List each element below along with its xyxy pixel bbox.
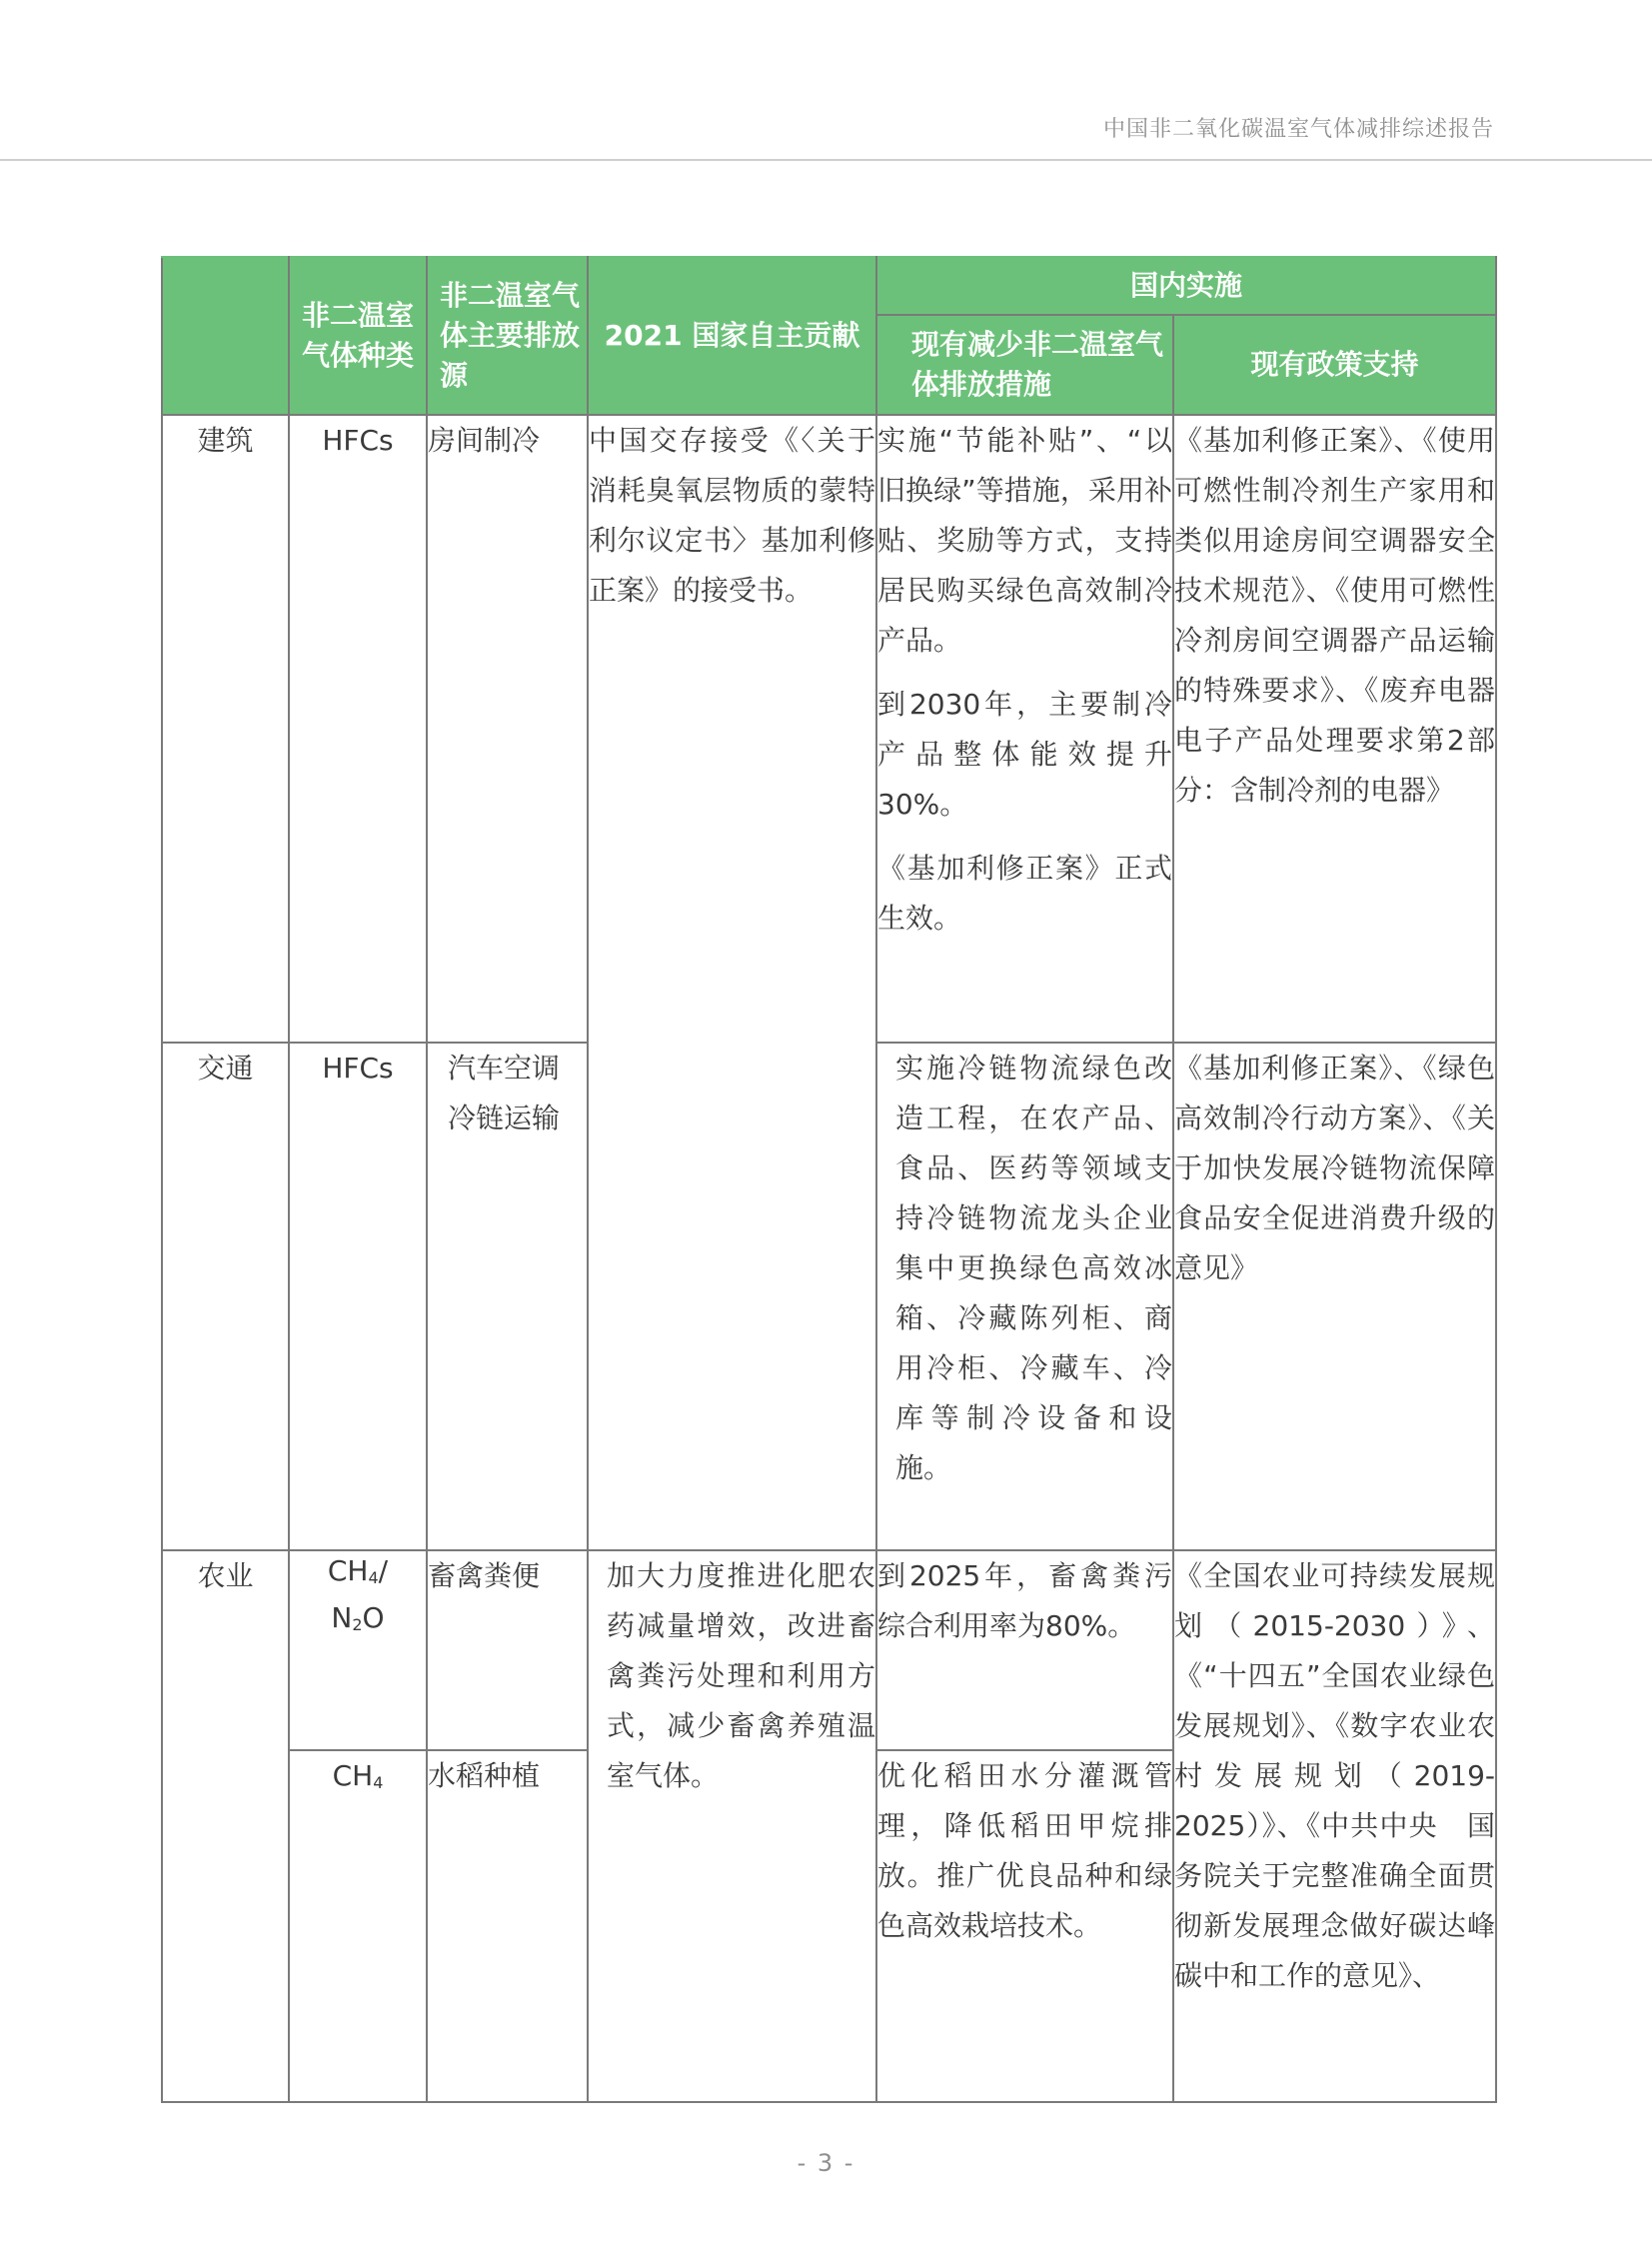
source-label: 汽车空调冷链运输 <box>448 1052 561 1134</box>
table-row-agri-manure <box>162 1550 1496 1750</box>
measure-text: 实施冷链物流绿色改造工程，在农产品、食品、医药等领域支持冷链物流龙头企业集中更换绿色高效冰箱、冷藏陈列柜、商用冷柜、冷藏车、冷库等制冷设备和设施。 <box>895 1052 1172 1484</box>
gas-label: HFCs <box>322 424 394 457</box>
source-transport <box>427 1043 588 1550</box>
sector-building <box>162 415 289 1043</box>
header-sector-blank <box>162 257 289 415</box>
header-measures: 现有减少非二温室气体排放措施 <box>876 315 1173 415</box>
sector-label: 农业 <box>197 1559 254 1592</box>
measure-item: 实施“节能补贴”、“以旧换绿”等措施，采用补贴、奖励等方式，支持居民购买绿色高效制冷产品。 <box>877 424 1172 657</box>
gas-n-label: N <box>331 1601 353 1634</box>
policy-text: 《全国农业可持续发展规划（2015-2030）》、《“十四五”全国农业绿色发展规划》、《数字农业农村发展规划（2019-2025）》、《中共中央 国务院关于完整准确全面贯彻新发展理念做好碳达峰碳中和工作的意见》、 <box>1174 1559 1496 1992</box>
measure-item: 《基加利修正案》正式生效。 <box>877 852 1172 935</box>
report-title: 中国非二氧化碳温室气体减排综述报告 <box>1102 117 1494 142</box>
policy-transport <box>1173 1043 1496 1550</box>
header-policy-support: 现有政策支持 <box>1173 315 1496 415</box>
gas-rice <box>289 1750 427 2102</box>
policy-text: 《基加利修正案》、《绿色高效制冷行动方案》、《关于加快发展冷链物流保障食品安全促进消费升级的意见》 <box>1174 1052 1496 1284</box>
sector-label: 交通 <box>197 1052 254 1085</box>
sector-transport <box>162 1043 289 1550</box>
ndc-text: 加大力度推进化肥农药减量增效，改进畜禽粪污处理和利用方式，减少畜禽养殖温室气体。 <box>607 1559 875 1792</box>
sector-label: 建筑 <box>197 424 254 457</box>
header-divider <box>0 159 1652 161</box>
gas-label: HFCs <box>322 1052 394 1085</box>
gas-separator: / <box>378 1554 389 1587</box>
policy-agriculture <box>1173 1550 1496 2102</box>
gas-subscript: 4 <box>373 1773 384 1792</box>
gas-subscript: 4 <box>368 1568 379 1587</box>
source-rice <box>427 1750 588 2102</box>
source-building <box>427 415 588 1043</box>
policy-text: 《基加利修正案》、《使用可燃性制冷剂生产家用和类似用途房间空调器安全技术规范》、《使用可燃性冷剂房间空调器产品运输的特殊要求》、《废弃电器电子产品处理要求第2部分：含制冷剂的电器》 <box>1174 424 1496 807</box>
header-domestic-implementation: 国内实施 <box>876 257 1496 315</box>
page-number: - 3 - <box>797 2149 855 2177</box>
policy-building <box>1173 415 1496 1043</box>
source-manure <box>427 1550 588 1750</box>
measure-text: 优化稻田水分灌溉管理，降低稻田甲烷排放。推广优良品种和绿色高效栽培技术。 <box>877 1759 1172 1942</box>
gas-ch-label: CH <box>332 1759 374 1792</box>
measures-manure <box>876 1550 1173 1750</box>
header-ndc-2021: 2021 国家自主贡献 <box>588 257 876 415</box>
gas-subscript: 2 <box>352 1615 363 1634</box>
measure-text: 到2025年，畜禽粪污综合利用率为80%。 <box>877 1559 1172 1642</box>
header-emission-source: 非二温室气体主要排放源 <box>427 257 588 415</box>
gas-o-label: O <box>362 1601 385 1634</box>
gas-ch-label: CH <box>327 1554 369 1587</box>
gas-manure <box>289 1550 427 1750</box>
gas-transport <box>289 1043 427 1550</box>
measures-building <box>876 415 1173 1043</box>
measures-transport <box>876 1043 1173 1550</box>
ndc-agriculture <box>588 1550 876 2102</box>
gas-building <box>289 415 427 1043</box>
measure-item: 到2030年，主要制冷产品整体能效提升30%。 <box>877 688 1172 821</box>
emissions-table <box>161 256 1497 2103</box>
sector-agriculture <box>162 1550 289 2102</box>
source-label: 畜禽粪便 <box>428 1559 541 1592</box>
source-label: 房间制冷 <box>428 424 541 457</box>
table-header <box>162 257 1496 415</box>
source-label: 水稻种植 <box>428 1759 541 1792</box>
ndc-text: 中国交存接受《〈关于消耗臭氧层物质的蒙特利尔议定书〉基加利修正案》的接受书。 <box>589 424 875 607</box>
ndc-building-transport <box>588 415 876 1550</box>
header-gas-type: 非二温室气体种类 <box>289 257 427 415</box>
measures-rice <box>876 1750 1173 2102</box>
table-row-building <box>162 415 1496 1043</box>
